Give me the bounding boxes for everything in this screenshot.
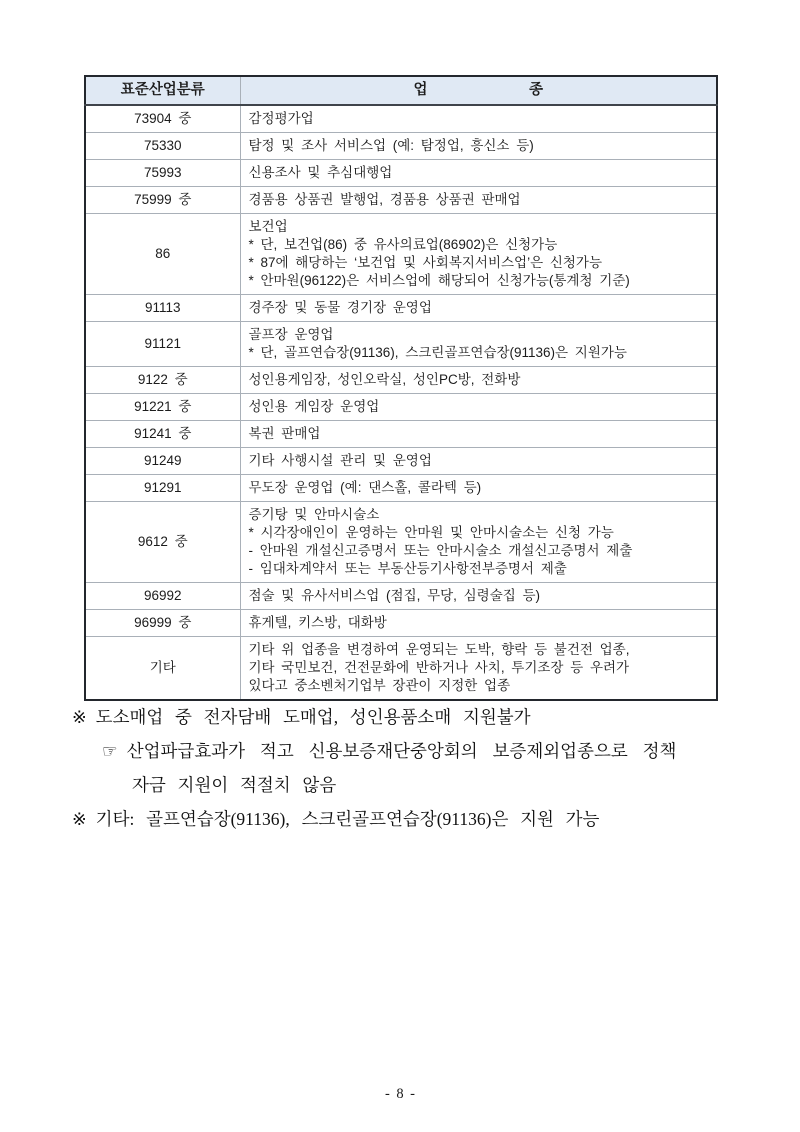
industry-code-cell: 75330 bbox=[85, 133, 240, 160]
industry-code-cell: 91121 bbox=[85, 322, 240, 367]
business-type-cell bbox=[240, 133, 717, 160]
business-type-line: 기타 사행시설 관리 및 운영업 bbox=[248, 453, 432, 468]
industry-code-cell: 75999 중 bbox=[85, 187, 240, 214]
business-type-line: - 안마원 개설신고증명서 또는 안마시술소 개설신고증명서 제출 bbox=[248, 543, 633, 558]
industry-code-cell: 73904 중 bbox=[85, 105, 240, 133]
business-type-line: 무도장 운영업 (예: 댄스홀, 콜라텍 등) bbox=[248, 480, 482, 495]
industry-code-cell: 96999 중 bbox=[85, 610, 240, 637]
table-row bbox=[85, 421, 717, 448]
table-row bbox=[85, 637, 717, 701]
note-text: 기타: 골프연습장(91136), 스크린골프연습장(91136)은 지원 가능 bbox=[95, 809, 600, 829]
table-row bbox=[85, 367, 717, 394]
business-type-line: - 임대차계약서 또는 부동산등기사항전부증명서 제출 bbox=[248, 561, 567, 576]
table-row bbox=[85, 502, 717, 583]
industry-exclusion-table bbox=[84, 75, 718, 701]
table-row bbox=[85, 105, 717, 133]
business-type-cell bbox=[240, 322, 717, 367]
industry-code-cell: 75993 bbox=[85, 160, 240, 187]
business-type-line: * 시각장애인이 운영하는 안마원 및 안마시술소는 신청 가능 bbox=[248, 525, 614, 540]
business-type-line: * 단, 골프연습장(91136), 스크린골프연습장(91136)은 지원가능 bbox=[248, 345, 627, 360]
table-row bbox=[85, 295, 717, 322]
business-type-cell bbox=[240, 448, 717, 475]
business-type-line: 성인용 게임장 운영업 bbox=[248, 399, 380, 414]
note-text: 자금 지원이 적절치 않음 bbox=[132, 775, 337, 795]
business-type-line: 증기탕 및 안마시술소 bbox=[248, 507, 380, 522]
industry-code-cell: 86 bbox=[85, 214, 240, 295]
business-type-cell bbox=[240, 160, 717, 187]
business-type-cell bbox=[240, 367, 717, 394]
note-line bbox=[72, 700, 764, 734]
reference-mark-icon: ※ bbox=[72, 707, 87, 727]
business-type-cell bbox=[240, 394, 717, 421]
table-body bbox=[85, 105, 717, 700]
note-text: 산업파급효과가 적고 신용보증재단중앙회의 보증제외업종으로 정책 bbox=[126, 741, 677, 761]
business-type-line: * 87에 해당하는 ‘보건업 및 사회복지서비스업’은 신청가능 bbox=[248, 255, 602, 270]
business-type-line: 탐정 및 조사 서비스업 (예: 탐정업, 흥신소 등) bbox=[248, 138, 534, 153]
column-header-business-type: 업 종 bbox=[240, 76, 717, 105]
table-row bbox=[85, 160, 717, 187]
table-row bbox=[85, 610, 717, 637]
table-row bbox=[85, 448, 717, 475]
business-type-cell bbox=[240, 421, 717, 448]
business-type-line: 기타 위 업종을 변경하여 운영되는 도박, 향락 등 불건전 업종, bbox=[248, 642, 630, 657]
business-type-line: 기타 국민보건, 건전문화에 반하거나 사치, 투기조장 등 우려가 bbox=[248, 660, 630, 675]
page-number: - 8 - bbox=[385, 1086, 415, 1102]
business-type-cell bbox=[240, 105, 717, 133]
notes bbox=[72, 700, 764, 836]
table-row bbox=[85, 187, 717, 214]
business-type-line: 점술 및 유사서비스업 (점집, 무당, 심령술집 등) bbox=[248, 588, 541, 603]
business-type-cell bbox=[240, 295, 717, 322]
note-line bbox=[72, 802, 764, 836]
note-line bbox=[72, 734, 764, 768]
business-type-line: 감정평가업 bbox=[248, 111, 314, 126]
table-row bbox=[85, 394, 717, 421]
table-row bbox=[85, 214, 717, 295]
business-type-cell bbox=[240, 583, 717, 610]
business-type-cell bbox=[240, 187, 717, 214]
business-type-line: 보건업 bbox=[248, 219, 288, 234]
industry-code-cell: 91291 bbox=[85, 475, 240, 502]
business-type-line: 있다고 중소벤처기업부 장관이 지정한 업종 bbox=[248, 678, 511, 693]
reference-mark-icon: ※ bbox=[72, 809, 87, 829]
industry-code-cell: 91249 bbox=[85, 448, 240, 475]
business-type-line: 성인용게임장, 성인오락실, 성인PC방, 전화방 bbox=[248, 372, 521, 387]
business-type-line: 휴게텔, 키스방, 대화방 bbox=[248, 615, 387, 630]
note-text: 도소매업 중 전자담배 도매업, 성인용품소매 지원불가 bbox=[95, 707, 531, 727]
pointing-hand-icon: ☞ bbox=[102, 741, 118, 761]
business-type-line: 골프장 운영업 bbox=[248, 327, 334, 342]
industry-code-cell: 91241 중 bbox=[85, 421, 240, 448]
industry-code-cell: 91113 bbox=[85, 295, 240, 322]
industry-code-cell: 기타 bbox=[85, 637, 240, 701]
business-type-line: * 단, 보건업(86) 중 유사의료업(86902)은 신청가능 bbox=[248, 237, 558, 252]
column-header-industry-code: 표준산업분류 bbox=[85, 76, 240, 105]
industry-code-cell: 91221 중 bbox=[85, 394, 240, 421]
business-type-line: 경품용 상품권 발행업, 경품용 상품권 판매업 bbox=[248, 192, 521, 207]
table-row bbox=[85, 583, 717, 610]
business-type-cell bbox=[240, 475, 717, 502]
note-line bbox=[72, 768, 764, 802]
table-header-row bbox=[85, 76, 717, 105]
industry-code-cell: 9612 중 bbox=[85, 502, 240, 583]
business-type-cell bbox=[240, 502, 717, 583]
business-type-line: 경주장 및 동물 경기장 운영업 bbox=[248, 300, 432, 315]
table-row bbox=[85, 322, 717, 367]
business-type-cell bbox=[240, 610, 717, 637]
business-type-line: * 안마원(96122)은 서비스업에 해당되어 신청가능(통계청 기준) bbox=[248, 273, 630, 288]
table-row bbox=[85, 133, 717, 160]
industry-code-cell: 96992 bbox=[85, 583, 240, 610]
industry-code-cell: 9122 중 bbox=[85, 367, 240, 394]
business-type-cell bbox=[240, 637, 717, 701]
business-type-line: 신용조사 및 추심대행업 bbox=[248, 165, 393, 180]
business-type-line: 복권 판매업 bbox=[248, 426, 321, 441]
business-type-cell bbox=[240, 214, 717, 295]
table-row bbox=[85, 475, 717, 502]
